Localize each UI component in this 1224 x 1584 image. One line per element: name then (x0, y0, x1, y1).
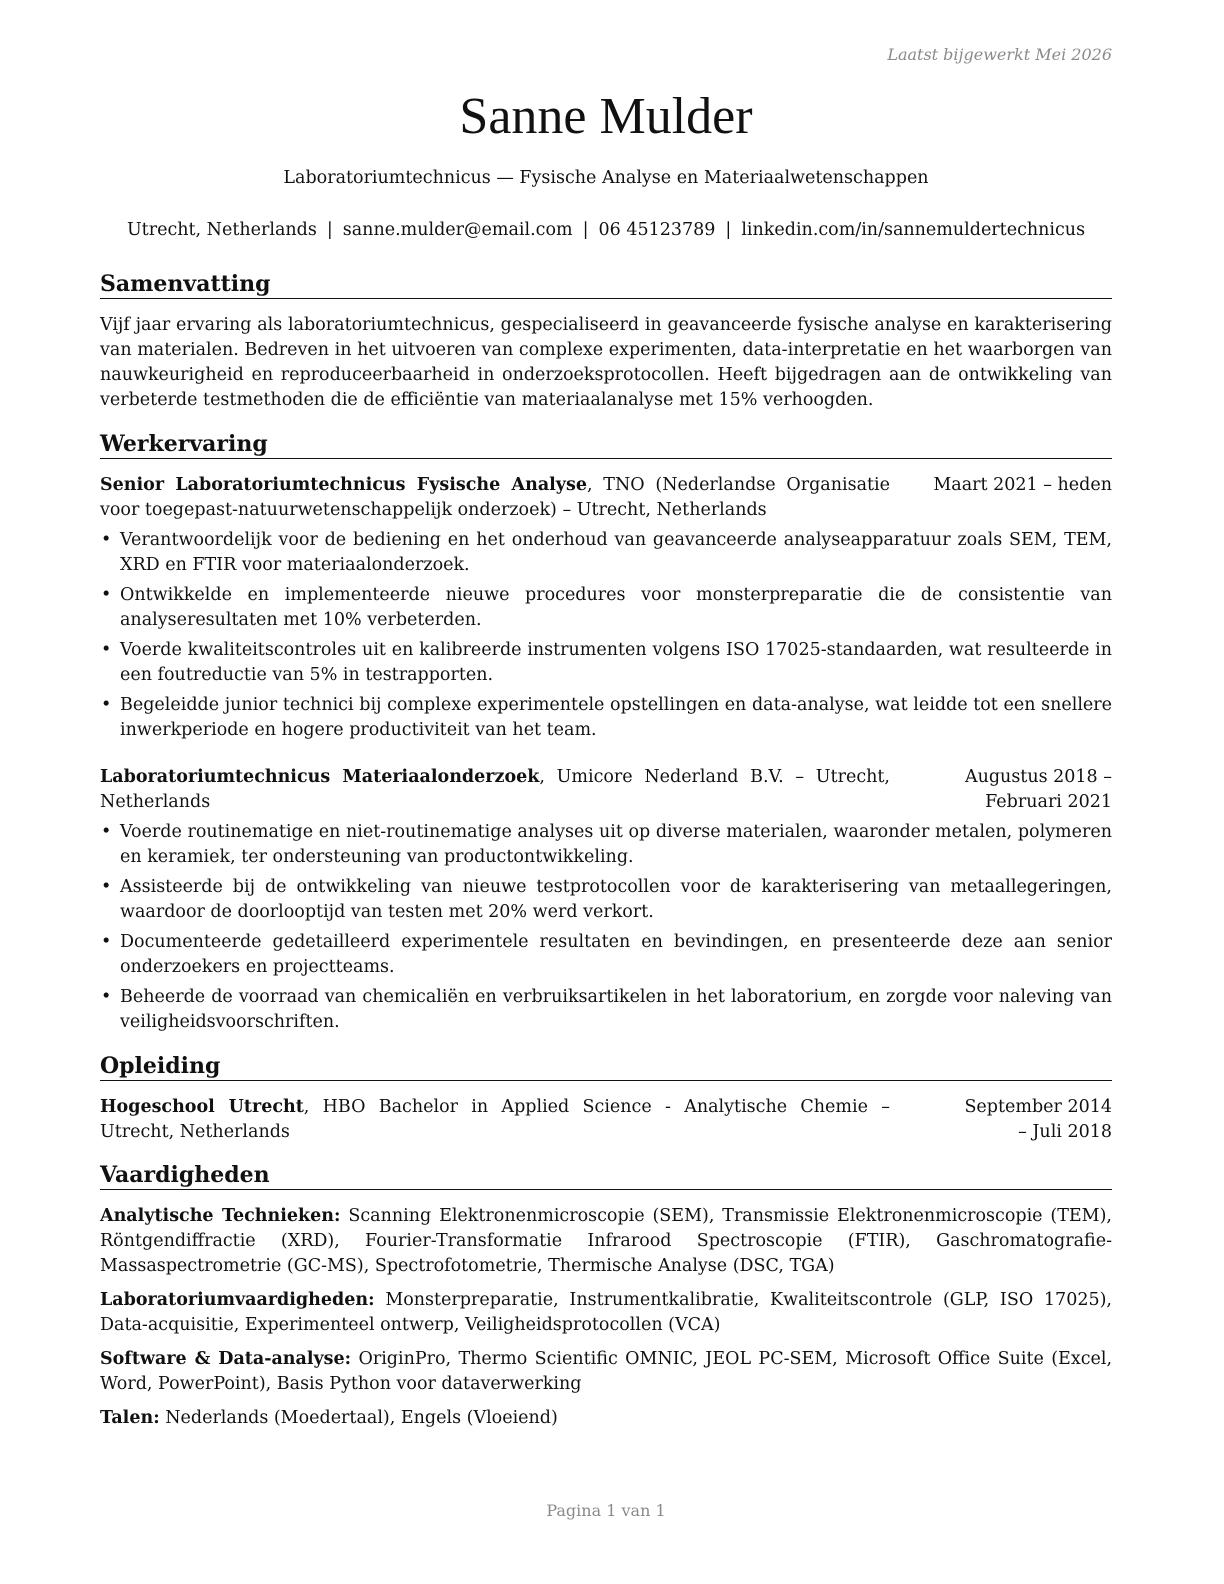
skill-group (100, 1288, 1112, 1338)
section-title-summary: Samenvatting (100, 270, 1112, 299)
section-title-skills: Vaardigheden (100, 1161, 1112, 1190)
bullet-text: Begeleidde junior technici bij complexe experimentele opstellingen en data-analyse, wat leidde tot een snellere inwerkperiode en hogere productiviteit van het team. (120, 695, 1112, 740)
job-title-line (100, 473, 890, 523)
section-title-experience: Werkervaring (100, 430, 1112, 459)
skill-text: Monsterpreparatie, Instrumentkalibratie, Kwaliteitscontrole (GLP, ISO 17025), Data-acquisitie, Experimenteel ontwerp, Veiligheidsprotocollen (VCA) (100, 1290, 1112, 1335)
contact-email[interactable]: sanne.mulder@email.com (342, 220, 573, 240)
job-bullets (100, 820, 1112, 1035)
education-entry (100, 1095, 1112, 1145)
skill-label: Laboratoriumvaardigheden: (100, 1290, 375, 1310)
job-title-line (100, 765, 890, 815)
bullet-text: Voerde kwaliteitscontroles uit en kalibreerde instrumenten volgens ISO 17025-standaarden, wat resulteerde in een foutreductie van 5% in testrapporten. (120, 640, 1112, 685)
job-subtitle: Laboratoriumtechnicus — Fysische Analyse en Materiaalwetenschappen (283, 168, 929, 188)
job-entry (100, 765, 1112, 1035)
bullet-text: Beheerde de voorraad van chemicaliën en verbruiksartikelen in het laboratorium, en zorgde voor naleving van veiligheidsvoorschriften. (120, 987, 1112, 1032)
education-detail: , HBO Bachelor in Applied Science - Analytische Chemie – Utrecht, Netherlands (100, 1097, 890, 1142)
resume-page (100, 0, 1112, 1584)
contact-location: Utrecht, Netherlands (126, 220, 317, 240)
skill-group (100, 1406, 1112, 1431)
skills-section (100, 1161, 1112, 1431)
skill-label: Software & Data-analyse: (100, 1349, 352, 1369)
candidate-name: Sanne Mulder (459, 88, 753, 145)
job-dates: Augustus 2018 – Februari 2021 (964, 767, 1112, 812)
contact-separator: | (326, 220, 333, 240)
last-updated-note: Laatst bijgewerkt Mei 2026 (887, 45, 1112, 64)
bullet-text: Verantwoordelijk voor de bediening en het onderhoud van geavanceerde analyseapparatuur zoals SEM, TEM, XRD en FTIR voor materiaalonderzoek. (120, 530, 1112, 575)
list-item: • Documenteerde gedetailleerd experimentele resultaten en bevindingen, en presenteerde deze aan senior onderzoekers en projectteams. (101, 932, 1112, 977)
education-title-line (100, 1095, 890, 1145)
skill-text: OriginPro, Thermo Scientific OMNIC, JEOL PC-SEM, Microsoft Office Suite (Excel, Word, PowerPoint), Basis Python voor dataverwerking (100, 1349, 1113, 1394)
skill-group (100, 1204, 1112, 1279)
job-header (100, 765, 1112, 815)
list-item: • Voerde routinematige en niet-routinematige analyses uit op diverse materialen, waaronder metalen, polymeren en keramiek, ter ondersteuning van productontwikkeling. (101, 822, 1112, 867)
job-organization: , TNO (Nederlandse Organisatie voor toegepast-natuurwetenschappelijk onderzoek) – Utrecht, Netherlands (100, 475, 890, 520)
page-number: Pagina 1 van 1 (546, 1501, 666, 1520)
bullet-text: Documenteerde gedetailleerd experimentele resultaten en bevindingen, en presenteerde deze aan senior onderzoekers en projectteams. (120, 932, 1112, 977)
contact-separator: | (725, 220, 732, 240)
contact-linkedin[interactable]: linkedin.com/in/sannemuldertechnicus (741, 220, 1086, 240)
list-item: • Begeleidde junior technici bij complexe experimentele opstellingen en data-analyse, wat leidde tot een snellere inwerkperiode en hogere productiviteit van het team. (101, 695, 1112, 740)
job-entry (100, 473, 1112, 743)
bullet-text: Voerde routinematige en niet-routinematige analyses uit op diverse materialen, waaronder metalen, polymeren en keramiek, ter ondersteuning van productontwikkeling. (120, 822, 1112, 867)
education-section (100, 1052, 1112, 1145)
summary-section (100, 270, 1112, 413)
list-item: • Verantwoordelijk voor de bediening en het onderhoud van geavanceerde analyseapparatuur zoals SEM, TEM, XRD en FTIR voor materiaalonderzoek. (101, 530, 1112, 575)
job-role: Laboratoriumtechnicus Materiaalonderzoek (100, 767, 540, 787)
job-header (100, 473, 1112, 523)
job-role: Senior Laboratoriumtechnicus Fysische Analyse (100, 475, 587, 495)
summary-text: Vijf jaar ervaring als laboratoriumtechnicus, gespecialiseerd in geavanceerde fysische analyse en karakterisering van materialen. Bedreven in het uitvoeren van complexe experimenten, data-interpretatie en het waarborgen van nauwkeurigheid en reproduceerbaarheid in onderzoeksprotocollen. Heeft bijgedragen aan de ontwikkeling van verbeterde testmethoden die de efficiëntie van materiaalanalyse met 15% verhoogden. (100, 315, 1112, 410)
contact-line (80, 220, 1132, 240)
contact-phone[interactable]: 06 45123789 (598, 220, 716, 240)
section-title-education: Opleiding (100, 1052, 1112, 1081)
list-item: • Ontwikkelde en implementeerde nieuwe procedures voor monsterpreparatie die de consistentie van analyseresultaten met 10% verbeterden. (101, 585, 1112, 630)
contact-separator: | (582, 220, 589, 240)
skill-label: Talen: (100, 1408, 160, 1428)
skill-group (100, 1347, 1112, 1397)
job-organization: , Umicore Nederland B.V. – Utrecht, Netherlands (100, 767, 890, 812)
job-dates: Maart 2021 – heden (933, 475, 1112, 495)
education-school: Hogeschool Utrecht (100, 1097, 304, 1117)
skill-text: Scanning Elektronenmicroscopie (SEM), Transmissie Elektronenmicroscopie (TEM), Röntgendiffractie (XRD), Fourier-Transformatie Infrarood Spectroscopie (FTIR), Gaschromatografie-Massaspectrometrie (GC-MS), Spectrofotometrie, Thermische Analyse (DSC, TGA) (100, 1206, 1112, 1276)
list-item: • Voerde kwaliteitscontroles uit en kalibreerde instrumenten volgens ISO 17025-standaarden, wat resulteerde in een foutreductie van 5% in testrapporten. (101, 640, 1112, 685)
job-bullets (100, 528, 1112, 743)
education-dates: September 2014 – Juli 2018 (964, 1097, 1112, 1142)
skill-label: Analytische Technieken: (100, 1206, 341, 1226)
list-item: • Assisteerde bij de ontwikkeling van nieuwe testprotocollen voor de karakterisering van metaallegeringen, waardoor de doorlooptijd van testen met 20% werd verkort. (101, 877, 1112, 922)
bullet-text: Assisteerde bij de ontwikkeling van nieuwe testprotocollen voor de karakterisering van metaallegeringen, waardoor de doorlooptijd van testen met 20% werd verkort. (120, 877, 1112, 922)
skill-text: Nederlands (Moedertaal), Engels (Vloeiend) (159, 1408, 558, 1428)
experience-section (100, 430, 1112, 1035)
list-item: • Beheerde de voorraad van chemicaliën en verbruiksartikelen in het laboratorium, en zorgde voor naleving van veiligheidsvoorschriften. (101, 987, 1112, 1032)
bullet-text: Ontwikkelde en implementeerde nieuwe procedures voor monsterpreparatie die de consistentie van analyseresultaten met 10% verbeterden. (120, 585, 1112, 630)
